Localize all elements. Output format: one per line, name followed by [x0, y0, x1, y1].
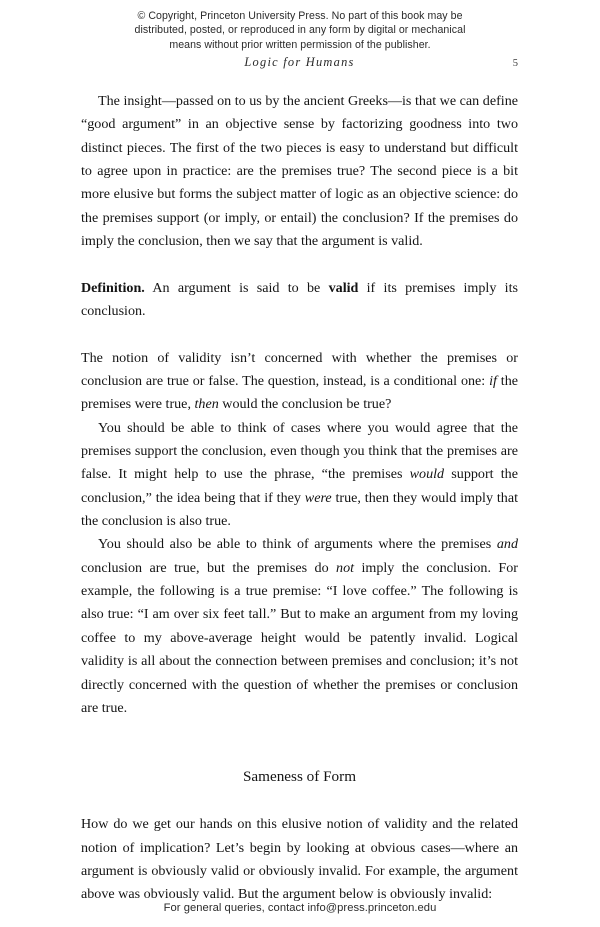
- text-run: The notion of validity isn’t concerned with whether the premises or conclusion are true or false. The question, instead, is a conditional one:: [81, 349, 518, 390]
- definition-text-before: An argument is said to be: [144, 279, 329, 296]
- text-run: the premises were true,: [81, 373, 518, 413]
- definition-text-after: if its premises imply its conclusion.: [81, 279, 518, 320]
- copyright-line-1: © Copyright, Princeton University Press. No part of this book may be: [137, 10, 463, 22]
- text-run: true, then they would imply that the conclusion is also true.: [81, 489, 518, 530]
- emphasis-and: and: [496, 536, 518, 553]
- paragraph-sameness-intro: How do we get our hands on this elusive notion of validity and the related notion of implication? Let’s begin by looking at obvious cases—where an argument is obviously valid or obviously invalid. For example, the argument above was obviously valid. But the argument below is obviously invalid:: [81, 816, 518, 903]
- paragraph-definition: [81, 277, 518, 324]
- emphasis-then: then: [194, 396, 219, 413]
- text-run: would the conclusion be true?: [218, 396, 392, 413]
- emphasis-would: would: [409, 466, 445, 483]
- paragraph-insight: The insight—passed on to us by the ancient Greeks—is that we can define “good argument” in an objective sense by factorizing goodness into two distinct pieces. The first of the two pieces is easy to understand but difficult to agree upon in practice: are the premises true? The second piece is a bit more elusive but forms the subject matter of logic as an objective science: do the premises support (or imply, or entail) the conclusion? If the premises do imply the conclusion, then we say that the argument is valid.: [81, 93, 518, 250]
- section-heading-wrap: [81, 766, 518, 788]
- text-run: conclusion are true, but the premises do: [81, 559, 337, 576]
- emphasis-if: if: [489, 373, 497, 390]
- copyright-line-3: means without prior written permission of the publisher.: [169, 38, 431, 51]
- paragraph-cases: [81, 417, 518, 534]
- definition-term: valid: [328, 279, 359, 296]
- paragraph-notion-of-validity: [81, 347, 518, 417]
- text-column: [81, 90, 518, 907]
- copyright-line-2: distributed, posted, or reproduced in any form by digital or mechanical: [134, 24, 466, 37]
- page-number: 5: [512, 58, 518, 69]
- running-head: [81, 55, 518, 73]
- paragraph-arguments: [81, 533, 518, 720]
- text-run: You should be able to think of cases where you would agree that the premises support the conclusion, even though you think that the premises are false. It might help to use the phrase, “the premises: [81, 419, 518, 483]
- section-heading-sameness-of-form: Sameness of Form: [242, 768, 357, 786]
- running-head-title: Logic for Humans: [244, 55, 355, 69]
- definition-label: Definition.: [81, 279, 145, 296]
- copyright-notice: [90, 9, 510, 52]
- emphasis-were: were: [304, 489, 332, 506]
- emphasis-not: not: [336, 559, 355, 576]
- text-run: imply the conclusion. For example, the following is a true premise: “I love coffee.” The following is also true: “I am over six feet tall.” But to make an argument from my loving coffee to my above-average height would be patently invalid. Logical validity is all about the connection between premises and conclusion; it’s not directly concerned with the question of whether the premises or conclusion are true.: [81, 559, 518, 716]
- text-run: support the conclusion,” the idea being that if they: [81, 466, 518, 506]
- text-run: You should also be able to think of arguments where the premises: [98, 536, 497, 553]
- footer-queries: For general queries, contact info@press.princeton.edu: [163, 902, 437, 914]
